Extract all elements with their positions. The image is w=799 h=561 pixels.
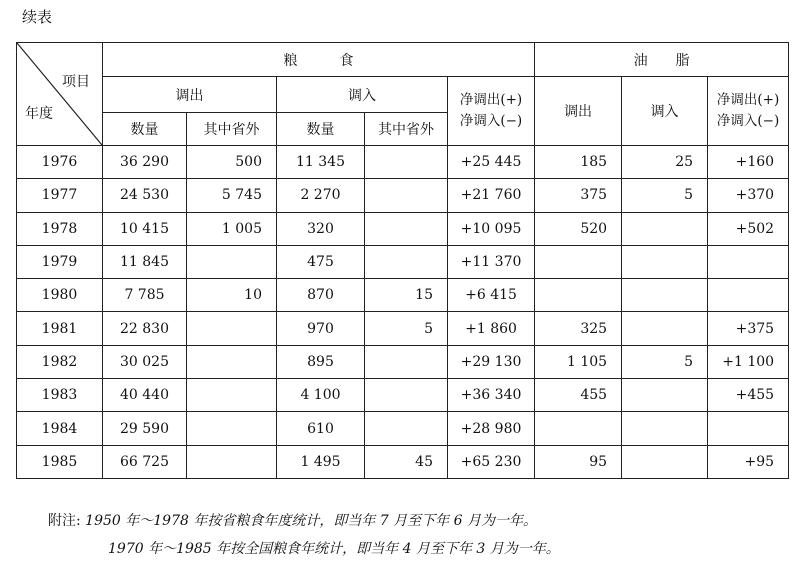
year-cell: 1982 <box>17 345 103 378</box>
table-cell <box>622 412 708 445</box>
footnote-line-1 <box>48 510 537 530</box>
table-cell: 320 <box>277 212 365 245</box>
table-cell: 325 <box>535 312 622 345</box>
grain-out-qty-header: 数量 <box>103 113 187 146</box>
table-row <box>17 212 789 245</box>
table-cell: +36 340 <box>448 379 535 412</box>
corner-header-cell <box>17 43 103 146</box>
grain-net-header <box>448 77 535 146</box>
table-cell <box>622 279 708 312</box>
oil-group-header: 油 脂 <box>535 43 789 77</box>
table-cell: +455 <box>708 379 789 412</box>
footnote-text-1: 1950 年～1978 年按省粮食年度统计，即当年 7 月至下年 6 月为一年。 <box>85 513 537 529</box>
table-row <box>17 345 789 378</box>
table-cell: 4 100 <box>277 379 365 412</box>
table-cell: +95 <box>708 445 789 478</box>
table-cell: 7 785 <box>103 279 187 312</box>
table-cell <box>365 212 448 245</box>
diagonal-divider <box>17 43 102 145</box>
table-cell: 5 <box>622 345 708 378</box>
table-cell <box>365 245 448 278</box>
table-cell: +10 095 <box>448 212 535 245</box>
table-cell <box>187 379 277 412</box>
table-cell <box>365 146 448 179</box>
table-row <box>17 312 789 345</box>
table-cell <box>708 412 789 445</box>
table-row <box>17 245 789 278</box>
table-cell <box>622 312 708 345</box>
grain-group-header: 粮 食 <box>103 43 535 77</box>
table-cell <box>365 179 448 212</box>
table-cell: 11 845 <box>103 245 187 278</box>
table-cell <box>187 445 277 478</box>
table-cell <box>708 279 789 312</box>
year-cell: 1976 <box>17 146 103 179</box>
table-cell: +28 980 <box>448 412 535 445</box>
table-cell: 500 <box>187 146 277 179</box>
table-cell <box>535 279 622 312</box>
table-cell <box>622 445 708 478</box>
grain-net-line2: 净调入(−) <box>459 113 523 129</box>
grain-in-qty-header: 数量 <box>277 113 365 146</box>
oil-in-header: 调入 <box>622 77 708 146</box>
table-cell: 24 530 <box>103 179 187 212</box>
table-cell: 375 <box>535 179 622 212</box>
table-row <box>17 445 789 478</box>
table-cell: 36 290 <box>103 146 187 179</box>
table-cell <box>187 412 277 445</box>
table-cell: 1 105 <box>535 345 622 378</box>
table-cell <box>708 245 789 278</box>
table-cell: +6 415 <box>448 279 535 312</box>
statistics-table <box>16 42 789 479</box>
footnote-text-2: 1970 年～1985 年按全国粮食年统计，即当年 4 月至下年 3 月为一年。 <box>108 541 560 557</box>
table-cell: 45 <box>365 445 448 478</box>
table-cell: 610 <box>277 412 365 445</box>
table-cell: 22 830 <box>103 312 187 345</box>
table-cell: 10 <box>187 279 277 312</box>
grain-net-line1: 净调出(+) <box>459 92 523 108</box>
table-cell: +29 130 <box>448 345 535 378</box>
oil-net-header <box>708 77 789 146</box>
table-cell: +160 <box>708 146 789 179</box>
table-caption: 续表 <box>22 8 53 26</box>
table-cell: 66 725 <box>103 445 187 478</box>
footnote-line-2 <box>108 538 560 558</box>
table-cell <box>365 379 448 412</box>
table-cell: +25 445 <box>448 146 535 179</box>
table-cell: 870 <box>277 279 365 312</box>
table-cell: 520 <box>535 212 622 245</box>
table-cell: 455 <box>535 379 622 412</box>
table-cell: 95 <box>535 445 622 478</box>
table-cell: 40 440 <box>103 379 187 412</box>
table-cell: 15 <box>365 279 448 312</box>
table-cell: 185 <box>535 146 622 179</box>
table-row <box>17 179 789 212</box>
oil-out-header: 调出 <box>535 77 622 146</box>
year-cell: 1981 <box>17 312 103 345</box>
table-cell: +65 230 <box>448 445 535 478</box>
table-cell: +1 860 <box>448 312 535 345</box>
year-cell: 1985 <box>17 445 103 478</box>
table-cell: 475 <box>277 245 365 278</box>
table-cell: 895 <box>277 345 365 378</box>
table-cell <box>622 379 708 412</box>
table-cell: 10 415 <box>103 212 187 245</box>
table-cell <box>187 312 277 345</box>
table-cell <box>187 245 277 278</box>
grain-out-header: 调出 <box>103 77 277 113</box>
table-cell: +11 370 <box>448 245 535 278</box>
table-cell: 11 345 <box>277 146 365 179</box>
year-cell: 1979 <box>17 245 103 278</box>
table-cell: +370 <box>708 179 789 212</box>
table-cell <box>365 412 448 445</box>
table-row <box>17 412 789 445</box>
table-row <box>17 279 789 312</box>
table-cell <box>535 245 622 278</box>
oil-net-line1: 净调出(+) <box>716 92 780 108</box>
table-cell <box>187 345 277 378</box>
table-cell: 1 005 <box>187 212 277 245</box>
table-cell: 29 590 <box>103 412 187 445</box>
table-cell: +21 760 <box>448 179 535 212</box>
oil-net-line2: 净调入(−) <box>716 113 780 129</box>
table-cell: 25 <box>622 146 708 179</box>
table-cell: +375 <box>708 312 789 345</box>
table-cell: +1 100 <box>708 345 789 378</box>
year-cell: 1983 <box>17 379 103 412</box>
table-cell: 5 <box>365 312 448 345</box>
year-cell: 1984 <box>17 412 103 445</box>
table-cell: 2 270 <box>277 179 365 212</box>
table-cell <box>535 412 622 445</box>
grain-in-header: 调入 <box>277 77 448 113</box>
table-cell: 5 745 <box>187 179 277 212</box>
corner-label-year: 年度 <box>25 106 53 122</box>
table-row <box>17 146 789 179</box>
table-cell: +502 <box>708 212 789 245</box>
table-cell: 5 <box>622 179 708 212</box>
table-cell <box>365 345 448 378</box>
corner-label-item: 项目 <box>62 74 90 90</box>
table-cell: 970 <box>277 312 365 345</box>
table-row <box>17 379 789 412</box>
grain-out-other-header: 其中省外 <box>187 113 277 146</box>
year-cell: 1980 <box>17 279 103 312</box>
table-cell: 30 025 <box>103 345 187 378</box>
footnote-label: 附注: <box>48 513 81 529</box>
grain-in-other-header: 其中省外 <box>365 113 448 146</box>
year-cell: 1977 <box>17 179 103 212</box>
year-cell: 1978 <box>17 212 103 245</box>
table-cell: 1 495 <box>277 445 365 478</box>
table-cell <box>622 212 708 245</box>
table-cell <box>622 245 708 278</box>
